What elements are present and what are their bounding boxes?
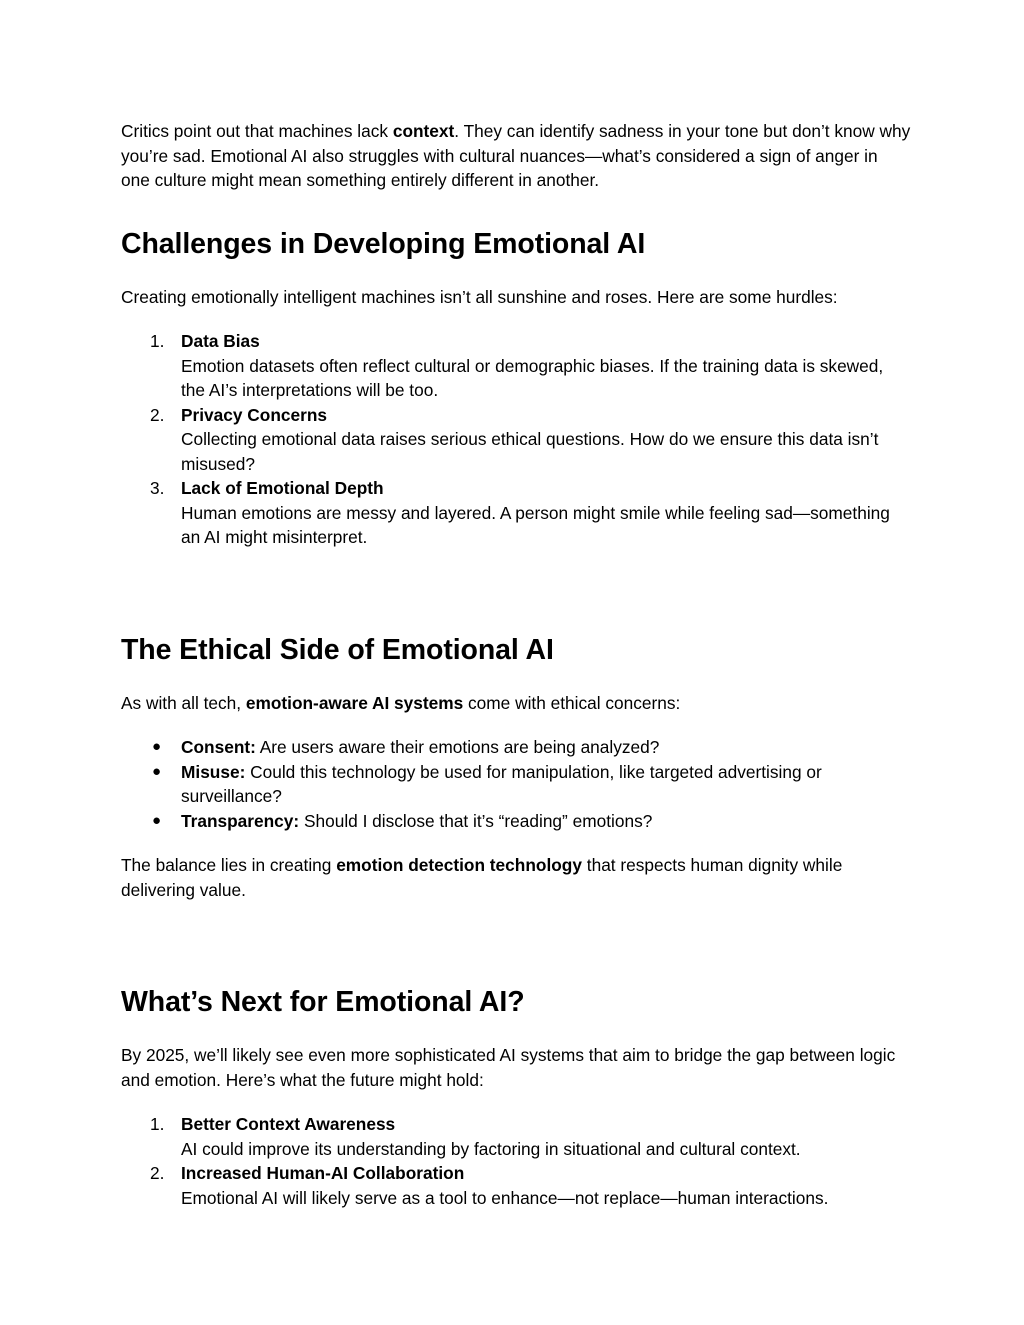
bullet-text: Should I disclose that it’s “reading” emotions? [299, 810, 653, 831]
bullet-icon: ● [152, 738, 162, 755]
bullet-icon: ● [152, 811, 162, 829]
document-page [121, 119, 911, 1210]
list-item [121, 476, 911, 550]
next-heading: What’s Next for Emotional AI? [121, 986, 525, 1018]
list-item-title: Data Bias [181, 331, 260, 351]
list-item-text: Emotional AI will likely serve as a tool to enhance—not replace—human interactions. [181, 1187, 829, 1208]
list-number: 3. [150, 478, 165, 498]
list-number: 1. [150, 1114, 165, 1134]
ethics-intro-post: come with ethical concerns: [463, 692, 681, 713]
balance-text-pre: The balance lies in creating [121, 855, 337, 875]
ethics-bullet-list [121, 735, 911, 833]
bullet-icon: ● [152, 762, 162, 780]
intro-text-bold: context [392, 121, 455, 141]
list-item-text: Human emotions are messy and layered. A person might smile while feeling sad—something an AI might misinterpret. [181, 502, 890, 547]
list-item-text: Emotion datasets often reflect cultural or demographic biases. If the training data is skewed, the AI’s interpretations will be too. [181, 355, 884, 400]
balance-text-bold: emotion detection technology [336, 855, 582, 875]
ethics-intro-bold: emotion-aware AI systems [245, 692, 464, 713]
list-item [121, 735, 911, 760]
next-list [121, 1112, 911, 1210]
list-item [121, 403, 911, 477]
list-item-title: Privacy Concerns [181, 404, 328, 425]
list-item-title: Increased Human-AI Collaboration [181, 1163, 465, 1183]
list-item-title: Better Context Awareness [181, 1114, 396, 1134]
bullet-text: Could this technology be used for manipulation, like targeted advertising or surveillance? [181, 761, 822, 806]
list-item [121, 1112, 911, 1161]
balance-text-post: that respects human dignity while delivering value. [121, 855, 843, 900]
challenges-intro: Creating emotionally intelligent machines isn’t all sunshine and roses. Here are some hurdles: [121, 286, 838, 307]
list-item-text: AI could improve its understanding by factoring in situational and cultural context. [181, 1138, 801, 1159]
intro-paragraph [121, 119, 911, 193]
next-intro: By 2025, we’ll likely see even more sophisticated AI systems that aim to bridge the gap between logic and emotion. Here’s what the future might hold: [121, 1045, 896, 1090]
list-item [121, 809, 911, 834]
challenges-heading: Challenges in Developing Emotional AI [121, 227, 646, 260]
list-item [121, 760, 911, 809]
list-number: 1. [150, 331, 165, 351]
ethics-heading: The Ethical Side of Emotional AI [121, 633, 554, 666]
ethics-balance-paragraph [121, 853, 911, 902]
intro-text-pre: Critics point out that machines lack [121, 121, 393, 141]
list-number: 2. [150, 404, 165, 425]
list-number: 2. [150, 1163, 165, 1183]
intro-text-post: . They can identify sadness in your tone but don’t know why you’re sad. Emotional AI also struggles with cultural nuances—what’s considered a sign of anger in one culture might mean something entirely different in another. [121, 121, 911, 190]
challenges-list [121, 329, 911, 550]
list-item-title: Lack of Emotional Depth [181, 478, 384, 498]
bullet-label: Transparency: [181, 810, 300, 831]
bullet-label: Consent: [181, 737, 256, 757]
ethics-intro [121, 691, 911, 716]
bullet-label: Misuse: [181, 761, 246, 782]
list-item [121, 1161, 911, 1210]
ethics-intro-pre: As with all tech, [121, 692, 246, 713]
bullet-text: Are users aware their emotions are being analyzed? [255, 737, 660, 757]
list-item-text: Collecting emotional data raises serious ethical questions. How do we ensure this data isn’t misused? [181, 429, 879, 474]
list-item [121, 329, 911, 403]
